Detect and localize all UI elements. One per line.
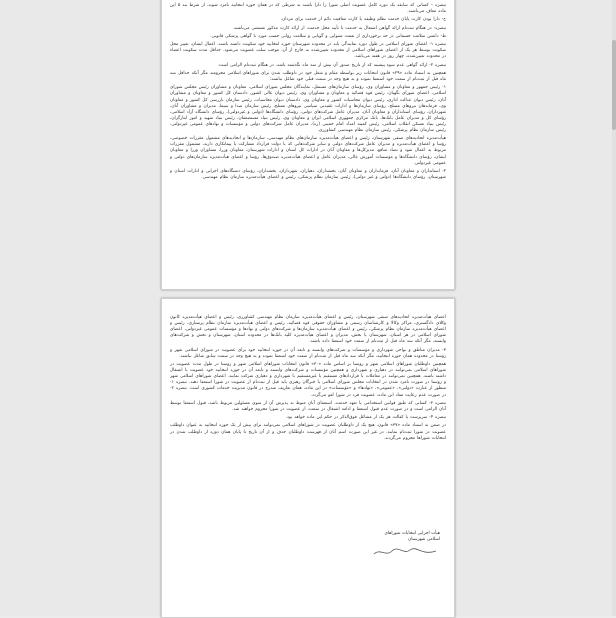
page1-paragraph: ۲- استانداران و معاونان آنان، فرمانداران و معاونان آنان، بخشداران، دهیاران، شهرداران، بخشداران، رؤسای دستگاه‌های اجرایی و ادارات استان و شهرستان، رؤسای دانشگاه‌ها (دولتی و غیر دولتی)، رئیس سازمان نظام پزشکی، رئیس و اعضای هیأت‌مدیره سازمان نظام مهندسی.: [170, 168, 446, 181]
page2-paragraph: ۳- مدیران مناطق و نواحی شهرداری و مؤسسات و شرکت‌های وابسته و تابعه آن در حوزه انتخابیه خود برای عضویت در شورای اسلامی شهر و روستا در محدوده همان حوزه انتخابیه، مگر آنکه سه ماه قبل از ثبت‌نام از سمت خود استعفا نموده و به هیچ وجه در سمت سابق شاغل نباشند.: [170, 347, 446, 359]
page1-paragraph: تبصره ۲- ارائه گواهی عدم سوء پیشینه که از تاریخ صدور آن بیش از سه ماه نگذشته باشد، در هنگام ثبت‌نام الزامی است.: [217, 62, 446, 68]
page-2-body: [170, 315, 446, 442]
page1-paragraph: هیأت‌مدیره اتحادیه‌های صنفی شهرستان، رئیس و اعضای هیأت‌مدیره سازمان‌های نظام مهندسی، سازمان‌ها و اتحادیه‌های مشمول مقررات خصوصی، رؤسا و اعضای هیأت‌مدیره و مدیران عامل شرکت‌های دولتی و سایر شرکت‌هایی که با دولت قرارداد مشارکت یا پیمانکاری دارند، مشمول مقررات مربوط به اعمال نفوذ و تضاد منافع، مدیرکل‌ها و معاونان آنان در ادارات کل استان و ادارات شهرستان، معاونان وزرا، مشاوران وزرا و معاونان ایشان، رؤسای دانشگاه‌ها و مؤسسات آموزش عالی، مدیران عامل و اعضای هیأت‌مدیره صندوق‌ها، رؤسا و اعضای هیأت‌مدیره سازمان‌های دولتی و عمومی غیردولتی.: [170, 136, 446, 166]
page1-paragraph: تبصره ۱- اعضای شورای اسلامی در طول دوره نمایندگی باید در محدوده شهرستان حوزه انتخابیه خود سکونت داشته باشند. اعمال ایشان، تغییر محل سکونت توسط هر یک از اعضای شوراهای اسلامی از محدوده تعیین‌شده به خارج از آن، موجب سلب عضویت می‌شود. حداقل مدت سکونت اعضاء در محدوده تعیین‌شده، چهار روز در هفته می‌باشد.: [170, 42, 446, 60]
page2-paragraph: در ضمن به استناد ماده «۳۷» قانون، هیچ یک از داوطلبان عضویت در شوراهای اسلامی نمی‌توانند برای بیش از یک حوزه انتخابیه به عنوان داوطلب عضویت در شورا ثبت‌نام نمایند. در غیر این صورت اسم آنان از فهرست داوطلبان حذف و از آن تاریخ تا پایان همان دوره از داوطلب شدن در انتخابات شوراها محروم می‌گردند.: [170, 423, 446, 441]
page2-paragraph: تبصره ۳- کسانی که طبق قوانین استخدامی یا تعهد خدمت، استعفای آنان منوط به پذیرش آن از سوی مسئولین مربوط باشد، قبول استعفا توسط آنان الزامی است و در صورت عدم قبول استعفا و ادامه اشتغال در سمت، از عضویت در شورا محروم خواهند شد.: [170, 400, 446, 412]
page1-paragraph: تبصره – کسانی که سابقه یک دوره کامل عضویت اصلی شورا را دارا باشند به شرطی که در همان حوزه انتخابیه نامزد شوند، از شرط بند ۵ این ماده معاف می‌باشند.: [170, 3, 446, 15]
signature-line-1: هیأت اجرایی انتخابات شوراهای: [384, 531, 440, 536]
page1-paragraph: ح- دارا بودن کارت پایان خدمت نظام وظیفه یا کارت معافیت دائم از خدمت برای مردان.: [280, 17, 446, 23]
signature-block: [350, 531, 440, 559]
page1-paragraph: ط- داشتن سلامت جسمانی در حد برخورداری از نعمت شنوایی و گویایی و سلامت روانی حسب مورد با گواهی پزشکی قانونی.: [210, 33, 446, 39]
scrollbar-thumb[interactable]: [612, 40, 616, 130]
page2-paragraph: اعضای هیأت‌مدیره اتحادیه‌های صنفی شهرستان، رئیس و اعضای هیأت‌مدیره سازمان نظام مهندسی کشاورزی، رئیس و اعضای هیأت‌مدیره کانون وکلای دادگستری، مراکز وکالا و کارشناسان رسمی و مشاوران حقوقی قوه قضائیه، رئیس و اعضای هیأت‌مدیره سازمان نظام پرستاری، رئیس و اعضای هیأت‌مدیره سازمان نظام پزشکی، رئیس و اعضای هیأت‌مدیره سازمان‌ها و شرکت‌های دولتی و نهادها و مؤسسات عمومی غیردولتی، اعضای شورای اسلامی در هر استان، شهرستان یا بخش، مدیران و اعضای هیأت‌مدیره کلیه بانک‌ها در محدوده استان، شهرستان و بخش و شرکت‌های وابسته، مگر آنکه سه ماه قبل از ثبت‌نام از سمت خود استعفا داده باشند.: [170, 315, 446, 345]
page1-paragraph: همچنین به استناد ماده «۲۹» قانون انتخابات زیر بواسطه مقام و شغل خود در داوطلب شدن برای شوراهای اسلامی محرومند مگر آنکه حداقل سه ماه قبل از ثبت‌نام از سمت خود استعفا نموده و به هیچ وجه در سمت قبلی خود شاغل نباشند:: [170, 70, 447, 83]
signature-scribble: [370, 545, 440, 559]
document-page-2: [161, 298, 455, 618]
page2-paragraph: همچنین داوطلبان شوراهای اسلامی شهر و روستا بر اساس ماده «۳۰» قانون انتخابات شوراهای اسلامی شهر و روستا در طول مدت عضویت در شوراهای اسلامی نمی‌توانند در دهیاری و شهرداری و همچنین مؤسسات و شرکت‌های وابسته و تابعه آن در حوزه انتخابیه خود عضویت یا اشتغال داشته باشند. همچنین نمی‌توانند در معاملات یا قراردادهای مستقیم یا غیرمستقیم با شهرداری و دهیاری شرکت نمایند. اعضای شوراهای اسلامی شهر و روستا در صورت نامزد شدن در انتخابات مجلس شورای اسلامی یا خبرگان رهبری باید قبل از ثبت‌نام از عضویت در شورا استعفا دهند. تبصره ۱- منظور از عبارت «دولتی»، «عمومی»، «نهادها» و «مؤسسات» در این ماده، همان تعاریف مندرج در قانون مدیریت خدمات کشوری است. تبصره ۲- در صورت عدم رعایت مفاد این ماده، عضویت فرد در شورا لغو می‌گردد.: [170, 362, 447, 398]
page1-paragraph: تبصره- در هنگام ثبت‌نام ارائه گواهی اشتغال به خدمت یا تأیید محل خدمت، از ارائه کارت مذکور مستثنی می‌باشند.: [232, 25, 446, 31]
document-page-1: [161, 0, 455, 290]
page2-paragraph: تبصره ۴- سرپرست یا کفالت هر یک از مشاغل فوق‌الذکر در حکم این ماده خواهد بود.: [285, 415, 446, 421]
vertical-scrollbar[interactable]: [612, 0, 616, 616]
page1-paragraph: ۱- رئیس جمهور و معاونان و مشاوران وی، رؤسای سازمان‌های مستقل، نمایندگان مجلس شورای اسلامی، معاونان و مشاوران رئیس مجلس شورای اسلامی، اعضای شورای نگهبان، رئیس قوه قضائیه و معاونان و مشاوران وی، رئیس دیوان عالی کشور، دادستان کل کشور و معاونان و مشاوران آنان، رئیس دیوان عدالت اداری، رئیس دیوان محاسبات کشور و معاونان وی، دادستان دیوان محاسبات، رئیس سازمان بازرسی کل کشور و معاونان وی، فرماندهان نیروهای مسلح، رؤسای سازمان‌ها و ادارات عقیدتی سیاسی نیروهای مسلح، رئیس سازمان صدا و سیما، مدیران و مشاوران آنان، شهرداران، رؤسای استانداران و معاونان آنان، مدیران عامل شرکت‌های دولتی، رؤسای دانشگاه‌ها (دولتی و غیردولتی)، رؤسای دانشگاه آزاد اسلامی، رؤسای کل و مدیران عامل بانک‌ها، بانک مرکزی جمهوری اسلامی ایران و معاونان وی، رئیس بنیاد مستضعفان، رئیس بنیاد شهید و امور ایثارگران، رئیس بنیاد مسکن انقلاب اسلامی، رئیس کمیته امداد امام خمینی (ره)، مدیران عامل شرکت‌های دولتی و مؤسسات و نهادهای عمومی غیردولتی، رئیس سازمان نظام پزشکی، رئیس سازمان نظام مهندسی کشاورزی.: [170, 85, 446, 133]
signature-line-2: اسلامی شهرستان: [408, 537, 440, 542]
